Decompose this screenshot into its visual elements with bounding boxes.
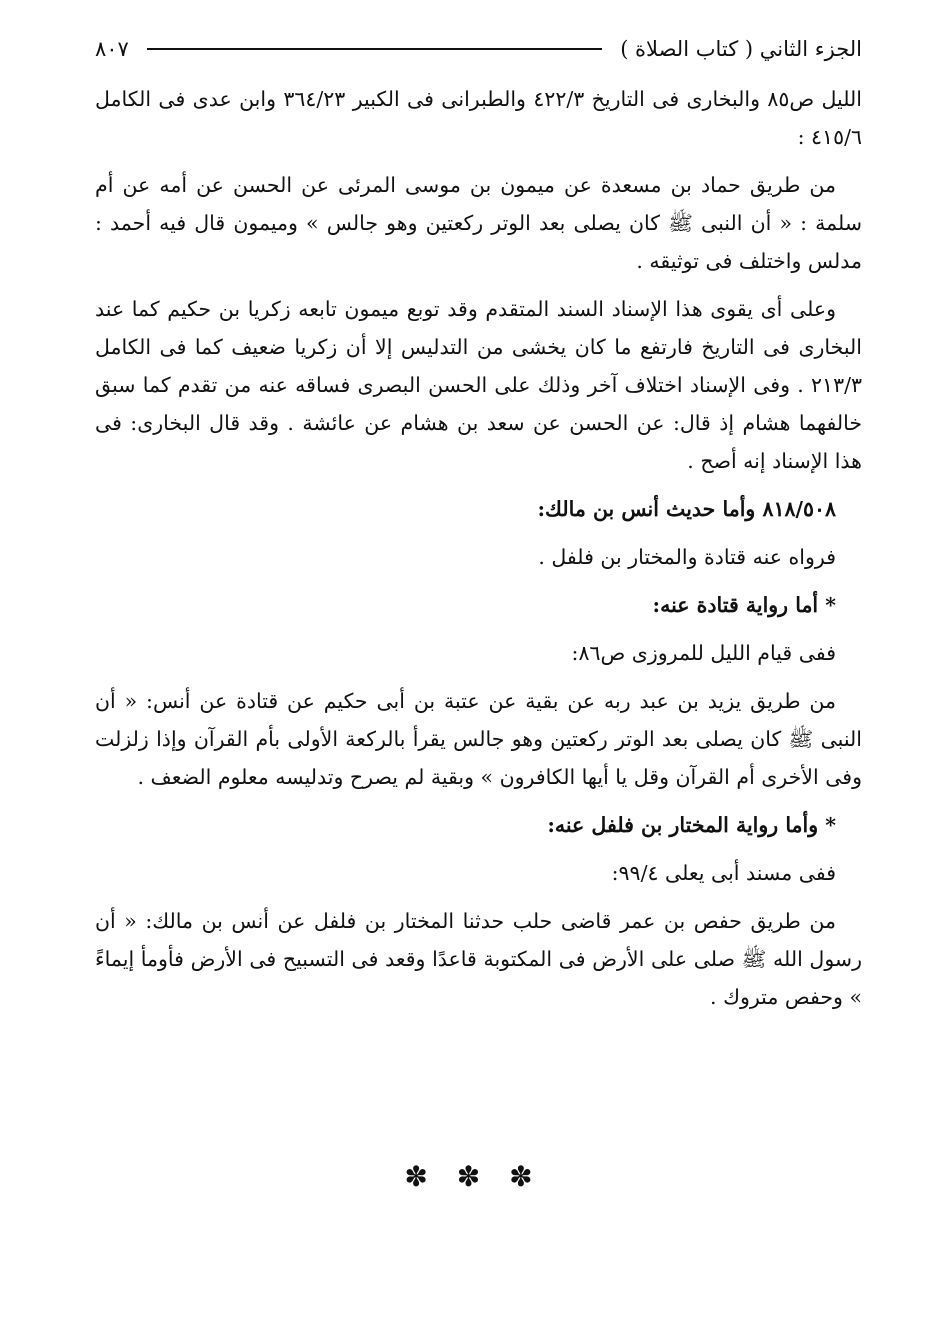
page-number: ٨٠٧	[95, 37, 129, 61]
body-text	[95, 80, 862, 1016]
section-ornament: ✽ ✽ ✽	[404, 1160, 543, 1193]
paragraph: فرواه عنه قتادة والمختار بن فلفل .	[538, 545, 836, 569]
paragraph: الليل ص٨٥ والبخارى فى التاريخ ٤٢٢/٣ والطبرانى فى الكبير ٣٦٤/٢٣ وابن عدى فى الكامل ٤١٥/٦ :	[95, 87, 862, 149]
paragraph: من طريق حفص بن عمر قاضى حلب حدثنا المختار بن فلفل عن أنس بن مالك: « أن رسول الله ﷺ صلى على الأرض فى المكتوبة قاعدًا وقعد فى التسبيح فى الأرض فأومأ إيماءً » وحفص متروك .	[95, 909, 862, 1009]
running-title: الجزء الثاني ( كتاب الصلاة )	[620, 37, 862, 61]
paragraph: ففى قيام الليل للمروزى ص٨٦:	[571, 641, 836, 665]
paragraph: وعلى أى يقوى هذا الإسناد السند المتقدم وقد توبع ميمون تابعه زكريا بن حكيم كما عند البخارى فى التاريخ فارتفع ما كان يخشى من التدليس إلا أن زكريا ضعيف كما فى الكامل ٢١٣/٣ . وفى الإسناد اختلاف آخر وذلك على الحسن البصرى فساقه عنه من تقدم كما سبق خالفهما هشام إذ قال: عن الحسن عن سعد بن هشام عن عائشة . وقد قال البخارى: فى هذا الإسناد إنه أصح .	[95, 297, 862, 473]
page-header	[95, 32, 862, 66]
subsection-heading: * وأما رواية المختار بن فلفل عنه:	[547, 813, 836, 837]
subsection-heading: * أما رواية قتادة عنه:	[652, 593, 836, 617]
paragraph: ففى مسند أبى يعلى ٩٩/٤:	[611, 861, 836, 885]
header-rule	[147, 48, 602, 50]
paragraph: من طريق يزيد بن عبد ربه عن بقية عن عتبة بن أبى حكيم عن قتادة عن أنس: « أن النبى ﷺ كان يصلى بعد الوتر ركعتين وهو جالس يقرأ بالركعة الأولى بأم القرآن وإذا زلزلت وفى الأخرى أم القرآن وقل يا أيها الكافرون » وبقية لم يصرح وتدليسه معلوم الضعف .	[95, 689, 862, 789]
section-heading: ٨١٨/٥٠٨ وأما حديث أنس بن مالك:	[537, 497, 836, 521]
paragraph: من طريق حماد بن مسعدة عن ميمون بن موسى المرئى عن الحسن عن أمه عن أم سلمة : « أن النبى ﷺ كان يصلى بعد الوتر ركعتين وهو جالس » وميمون قال فيه أحمد : مدلس واختلف فى توثيقه .	[95, 173, 862, 273]
